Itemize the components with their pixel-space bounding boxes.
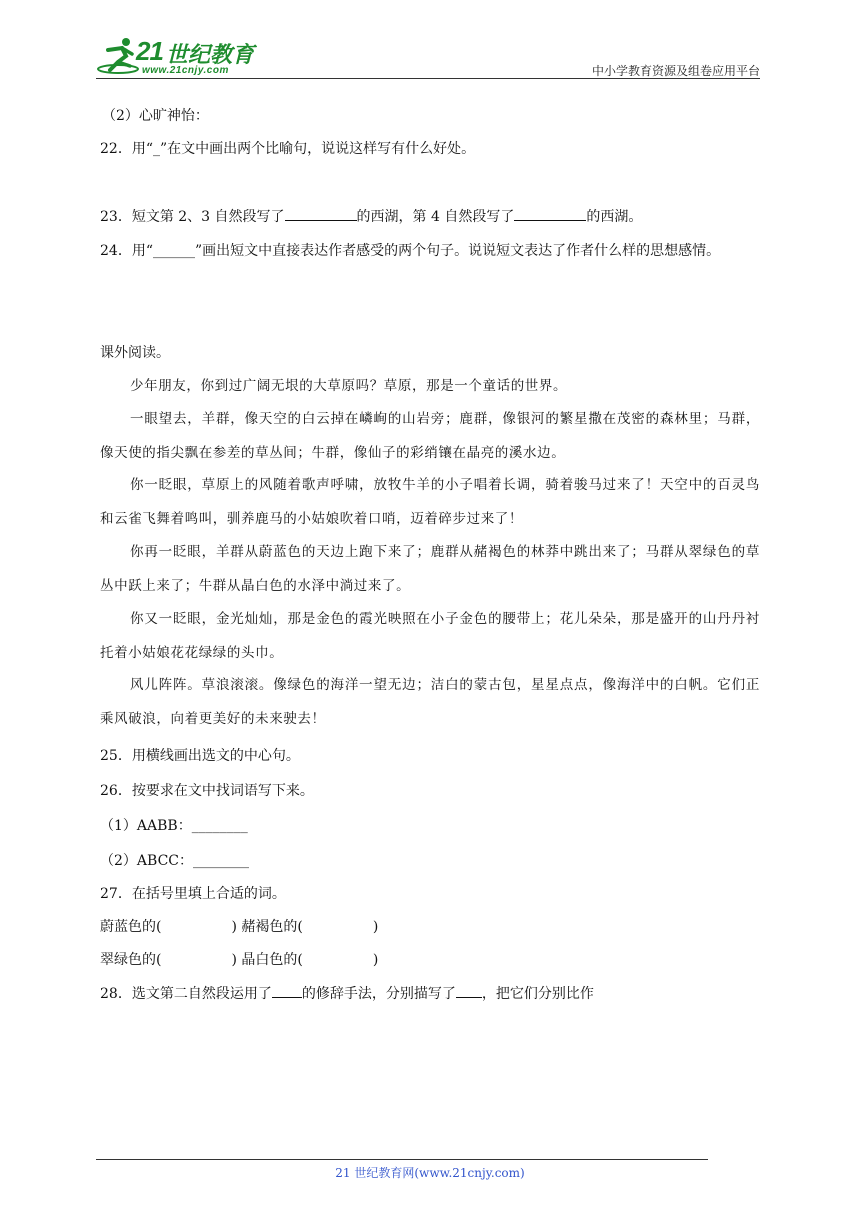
reading-paragraph-4: 你再一眨眼，羊群从蔚蓝色的天边上跑下来了；鹿群从赭褐色的林莽中跳出来了；马群从翠绿色的草丛中跃上来了；牛群从晶白色的水泽中淌过来了。	[100, 544, 760, 594]
footer-divider	[96, 1159, 708, 1160]
question-26: 26．按要求在文中找词语写下来。	[100, 783, 314, 799]
fill-bracket-open: 晶白色的(	[241, 952, 303, 968]
question-21-2: （2）心旷神怡：	[102, 108, 209, 124]
question-26-2: （2）ABCC：________	[100, 853, 249, 869]
site-logo	[96, 36, 266, 78]
header-divider	[96, 78, 760, 79]
question-23-part-b: 的西湖，第 4 自然段写了	[356, 209, 515, 225]
question-24	[100, 240, 720, 262]
reading-paragraph-3: 你一眨眼，草原上的风随着歌声呼啸，放牧牛羊的小子唱着长调，骑着骏马过来了！天空中的百灵鸟和云雀飞舞着鸣叫，驯养鹿马的小姑娘吹着口哨，迈着碎步过来了！	[100, 477, 760, 527]
reading-paragraph-5: 你又一眨眼，金光灿灿，那是金色的霞光映照在小子金色的腰带上；花儿朵朵，那是盛开的山丹丹衬托着小姑娘花花绿绿的头巾。	[100, 611, 760, 661]
question-25: 25．用横线画出选文的中心句。	[100, 748, 300, 764]
question-23-part-a: 23．短文第 2、3 自然段写了	[100, 209, 285, 225]
reading-heading: 课外阅读。	[100, 345, 170, 361]
question-23-part-c: 的西湖。	[586, 209, 643, 225]
fill-bracket-open: 蔚蓝色的(	[100, 919, 162, 935]
question-22: 22．用“_”在文中画出两个比喻句，说说这样写有什么好处。	[100, 141, 476, 157]
fill-bracket-close: )	[372, 919, 379, 935]
logo-text: 世纪教育	[166, 43, 255, 68]
page-header	[96, 36, 760, 80]
question-28-part-c: ，把它们分别比作	[481, 986, 594, 1002]
question-24-part-b: ”画出短文中直接表达作者感受的两个句子。说说短文表达了作者什么样的思想感情。	[194, 243, 721, 259]
answer-blank[interactable]	[514, 206, 586, 221]
platform-name: 中小学教育资源及组卷应用平台	[591, 64, 760, 78]
reading-paragraph-2: 一眼望去，羊群，像天空的白云掉在嶙峋的山岩旁；鹿群，像银河的繁星撒在茂密的森林里；马群，像天使的指尖飘在参差的草丛间；牛群，像仙子的彩绡镶在晶亮的溪水边。	[100, 411, 760, 461]
logo-number: 21	[136, 36, 163, 66]
reading-paragraph-6: 风儿阵阵。草浪滚滚。像绿色的海洋一望无边；洁白的蒙古包，星星点点，像海洋中的白帆。它们正乘风破浪，向着更美好的未来驶去！	[100, 677, 760, 727]
reading-paragraph-1: 少年朋友，你到过广阔无垠的大草原吗？草原，那是一个童话的世界。	[130, 378, 568, 394]
runner-logo-icon	[96, 36, 140, 76]
fill-bracket-close: )	[372, 952, 379, 968]
question-24-part-a: 24．用“	[100, 243, 153, 259]
question-26-1: （1）AABB：________	[100, 818, 248, 834]
fill-bracket-close: )	[231, 919, 237, 935]
fill-bracket-open: 赭褐色的(	[241, 919, 303, 935]
question-23	[100, 206, 642, 228]
answer-blank[interactable]	[272, 983, 302, 998]
question-27-row-1	[100, 916, 378, 938]
question-28-part-a: 28．选文第二自然段运用了	[100, 986, 272, 1002]
question-24-blank: ______	[152, 243, 195, 259]
question-27: 27．在括号里填上合适的词。	[100, 886, 286, 902]
question-27-row-2	[100, 949, 378, 971]
fill-bracket-open: 翠绿色的(	[100, 952, 162, 968]
logo-url: www.21cnjy.com	[142, 65, 229, 76]
page-footer[interactable]: 21 世纪教育网(www.21cnjy.com)	[335, 1166, 525, 1180]
answer-blank[interactable]	[285, 206, 357, 221]
question-28-part-b: 的修辞手法，分别描写了	[301, 986, 456, 1002]
question-28	[100, 983, 594, 1005]
answer-blank[interactable]	[456, 983, 482, 998]
fill-bracket-close: )	[231, 952, 237, 968]
